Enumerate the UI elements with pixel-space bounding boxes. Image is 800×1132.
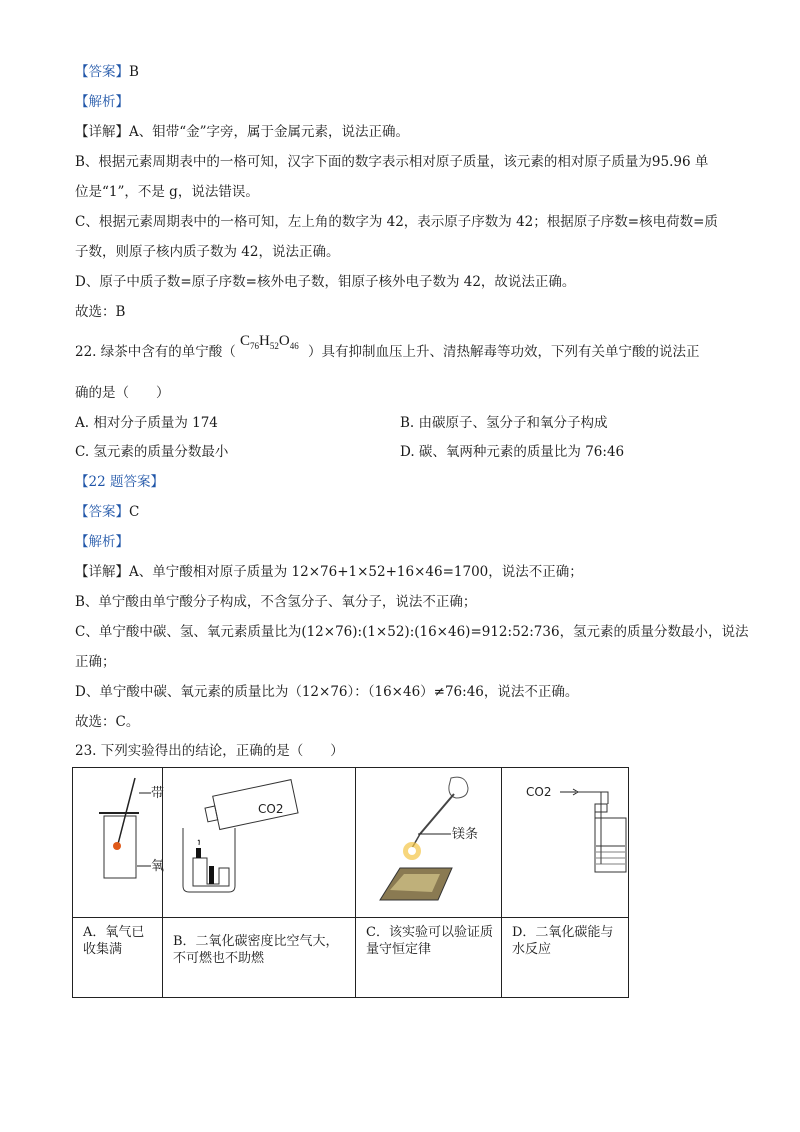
oxygen-bottle-figure bbox=[73, 768, 165, 913]
co2-label: CO2 bbox=[258, 802, 284, 816]
figure-d-cell bbox=[502, 768, 629, 918]
candle-high bbox=[209, 866, 214, 884]
q22-detail-b: B、单宁酸由单宁酸分子构成，不含氢分子、氧分子，说法不正确； bbox=[75, 594, 477, 610]
glowing-ember bbox=[113, 842, 121, 850]
detail-a-text: A、单宁酸相对原子质量为 12×76+1×52+16×46=1700，说法不正确； bbox=[129, 564, 583, 580]
formula-o-count: 46 bbox=[289, 341, 299, 351]
answer-tag: 【答案】 bbox=[75, 504, 129, 520]
detail-tag: 【详解】 bbox=[75, 564, 129, 580]
candle-beaker-figure bbox=[163, 768, 355, 913]
q22-option-a: A. 相对分子质量为 174 bbox=[75, 415, 218, 431]
answer-value: C bbox=[129, 504, 140, 520]
q21-answer-line bbox=[75, 63, 139, 81]
caption-d: D．二氧化碳能与水反应 bbox=[512, 925, 614, 957]
co2-label: CO2 bbox=[526, 785, 552, 799]
label-side: 氧 bbox=[151, 859, 165, 874]
caption-b: B．二氧化碳密度比空气大，不可燃也不助燃 bbox=[173, 934, 339, 966]
co2-water-figure bbox=[502, 768, 628, 913]
caption-c-cell bbox=[356, 918, 502, 998]
q22-option-d: D. 碳、氧两种元素的质量比为 76:46 bbox=[400, 444, 625, 460]
q22-stem-line2: 确的是（ ） bbox=[75, 385, 170, 401]
q22-detail-c-2: 正确； bbox=[75, 654, 116, 670]
caption-a: A．氧气已收集满 bbox=[83, 925, 145, 957]
experiment-table bbox=[72, 767, 629, 998]
caption-d-cell bbox=[502, 918, 629, 998]
figure-c-cell bbox=[356, 768, 502, 918]
analysis-tag: 【解析】 bbox=[75, 534, 129, 550]
detail-a-text: A、钼带“金”字旁，属于金属元素，说法正确。 bbox=[129, 124, 410, 140]
analysis-tag: 【解析】 bbox=[75, 94, 129, 110]
formula-h-count: 52 bbox=[269, 341, 279, 351]
q21-detail-d: D、原子中质子数=原子序数=核外电子数，钼原子核外电子数为 42，故说法正确。 bbox=[75, 274, 576, 290]
wood-splint bbox=[118, 778, 135, 844]
q23-stem: 23. 下列实验得出的结论，正确的是（ ） bbox=[75, 743, 344, 759]
hand bbox=[449, 777, 468, 798]
answer-tag: 【答案】 bbox=[75, 64, 129, 80]
q22-detail-a bbox=[75, 563, 583, 581]
formula-c: C bbox=[240, 333, 251, 349]
q21-detail-b-2: 位是“1”，不是 g，说法错误。 bbox=[75, 184, 259, 200]
caption-b-cell bbox=[163, 918, 356, 998]
q22-option-c: C. 氢元素的质量分数最小 bbox=[75, 444, 229, 460]
caption-c: C．该实验可以验证质量守恒定律 bbox=[366, 925, 493, 957]
wash-bottle bbox=[595, 812, 626, 872]
magnesium-burning-figure bbox=[356, 768, 501, 913]
flame-core bbox=[408, 847, 416, 855]
magnesium-label: 镁条 bbox=[452, 827, 479, 842]
q22-detail-c-1: C、单宁酸中碳、氢、氧元素质量比为(12×76):(1×52):(16×46)=912:52:736，氢元素的质量分数最小，说法 bbox=[75, 624, 749, 640]
caption-row bbox=[73, 918, 629, 998]
candle-low bbox=[196, 848, 201, 858]
tannic-acid-formula bbox=[240, 333, 299, 351]
q21-detail-a bbox=[75, 123, 409, 141]
candle-flame bbox=[198, 840, 199, 845]
q22-stem-suffix: ）具有抑制血压上升、清热解毒等功效，下列有关单宁酸的说法正 bbox=[308, 344, 700, 360]
q21-choose: 故选：B bbox=[75, 304, 126, 320]
q22-answer-line bbox=[75, 503, 139, 521]
caption-a-cell bbox=[73, 918, 163, 998]
figure-row bbox=[73, 768, 629, 918]
outlet-tube bbox=[578, 792, 608, 804]
formula-o: O bbox=[278, 333, 290, 349]
tongs bbox=[420, 794, 454, 834]
co2-bottle bbox=[203, 780, 298, 832]
q21-detail-c-1: C、根据元素周期表中的一格可知，左上角的数字为 42，表示原子序数为 42；根据原子序数=核电荷数=质 bbox=[75, 214, 718, 230]
figure-b-cell bbox=[163, 768, 356, 918]
q21-detail-b-1: B、根据元素周期表中的一格可知，汉字下面的数字表示相对原子质量，该元素的相对原子质量为95.96 单 bbox=[75, 154, 709, 170]
answer-value: B bbox=[129, 64, 139, 80]
formula-h: H bbox=[259, 333, 270, 349]
q22-option-b: B. 由碳原子、氢分子和氧分子构成 bbox=[400, 415, 608, 431]
label-top: 带 bbox=[151, 786, 165, 801]
q22-stem-prefix: 22. 绿茶中含有的单宁酸（ bbox=[75, 344, 236, 360]
detail-tag: 【详解】 bbox=[75, 124, 129, 140]
q22-choose: 故选：C。 bbox=[75, 714, 140, 730]
formula-c-count: 76 bbox=[250, 341, 260, 351]
q22-answer-heading: 【22 题答案】 bbox=[75, 474, 164, 490]
q22-detail-d: D、单宁酸中碳、氧元素的质量比为（12×76）：（16×46）≠76:46，说法不正确。 bbox=[75, 684, 579, 700]
q21-detail-c-2: 子数，则原子核内质子数为 42，说法正确。 bbox=[75, 244, 340, 260]
figure-a-cell bbox=[73, 768, 163, 918]
